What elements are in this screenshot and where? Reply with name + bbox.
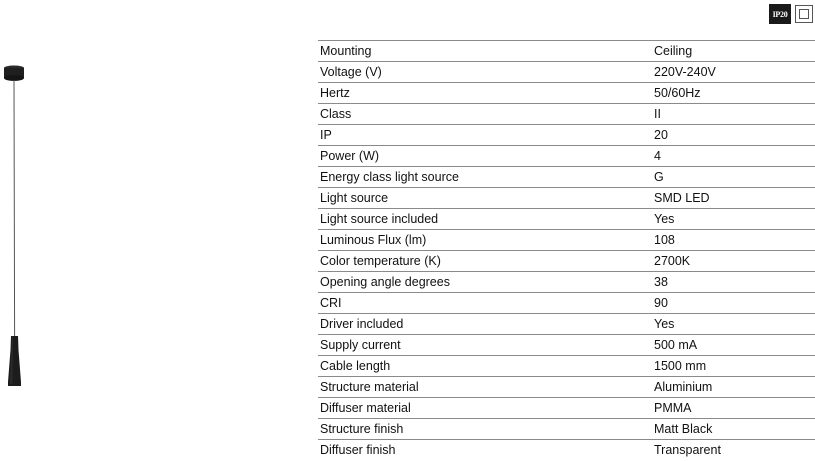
spec-value: 2700K xyxy=(654,254,691,268)
spec-row xyxy=(318,209,815,230)
spec-label: Mounting xyxy=(320,44,372,58)
spec-row xyxy=(318,293,815,314)
spec-label: CRI xyxy=(320,296,342,310)
spec-row xyxy=(318,419,815,440)
spec-row xyxy=(318,167,815,188)
spec-value: 38 xyxy=(654,275,668,289)
spec-value: SMD LED xyxy=(654,191,710,205)
spec-row xyxy=(318,146,815,167)
spec-row xyxy=(318,335,815,356)
spec-label: Hertz xyxy=(320,86,350,100)
spec-value: Matt Black xyxy=(654,422,713,436)
spec-value: Yes xyxy=(654,212,675,226)
spec-label: Luminous Flux (lm) xyxy=(320,233,427,247)
spec-label: Class xyxy=(320,107,352,121)
product-image xyxy=(0,0,60,458)
spec-row xyxy=(318,272,815,293)
spec-value: 108 xyxy=(654,233,675,247)
spec-row xyxy=(318,251,815,272)
spec-value: Yes xyxy=(654,317,675,331)
spec-label: Diffuser finish xyxy=(320,443,396,458)
spec-label: IP xyxy=(320,128,332,142)
spec-label: Diffuser material xyxy=(320,401,411,415)
spec-value: PMMA xyxy=(654,401,692,415)
spec-row xyxy=(318,62,815,83)
spec-value: 1500 mm xyxy=(654,359,707,373)
spec-row xyxy=(318,125,815,146)
spec-label: Color temperature (K) xyxy=(320,254,441,268)
spec-row xyxy=(318,398,815,419)
spec-label: Structure finish xyxy=(320,422,404,436)
spec-row xyxy=(318,230,815,251)
spec-label: Voltage (V) xyxy=(320,65,382,79)
spec-label: Light source xyxy=(320,191,389,205)
spec-value: G xyxy=(654,170,664,184)
class-ii-icon xyxy=(795,5,813,23)
spec-row xyxy=(318,314,815,335)
spec-value: Ceiling xyxy=(654,44,693,58)
certification-badges xyxy=(769,4,813,24)
spec-row xyxy=(318,83,815,104)
spec-row xyxy=(318,188,815,209)
spec-value: II xyxy=(654,107,661,121)
ip20-badge-icon: IP20 xyxy=(769,4,791,24)
spec-label: Light source included xyxy=(320,212,439,226)
spec-value: 50/60Hz xyxy=(654,86,701,100)
spec-value: 20 xyxy=(654,128,668,142)
spec-row xyxy=(318,377,815,398)
spec-label: Opening angle degrees xyxy=(320,275,450,289)
spec-value: 220V-240V xyxy=(654,65,716,79)
specifications-table xyxy=(318,40,815,461)
spec-row xyxy=(318,41,815,62)
spec-label: Structure material xyxy=(320,380,419,394)
spec-value: 90 xyxy=(654,296,668,310)
spec-label: Cable length xyxy=(320,359,391,373)
spec-label: Driver included xyxy=(320,317,404,331)
spec-value: Transparent xyxy=(654,443,721,458)
spec-value: Aluminium xyxy=(654,380,713,394)
spec-label: Energy class light source xyxy=(320,170,459,184)
spec-label: Supply current xyxy=(320,338,401,352)
spec-value: 4 xyxy=(654,149,661,163)
spec-row xyxy=(318,440,815,461)
spec-row xyxy=(318,104,815,125)
spec-row xyxy=(318,356,815,377)
spec-label: Power (W) xyxy=(320,149,380,163)
spec-value: 500 mA xyxy=(654,338,698,352)
